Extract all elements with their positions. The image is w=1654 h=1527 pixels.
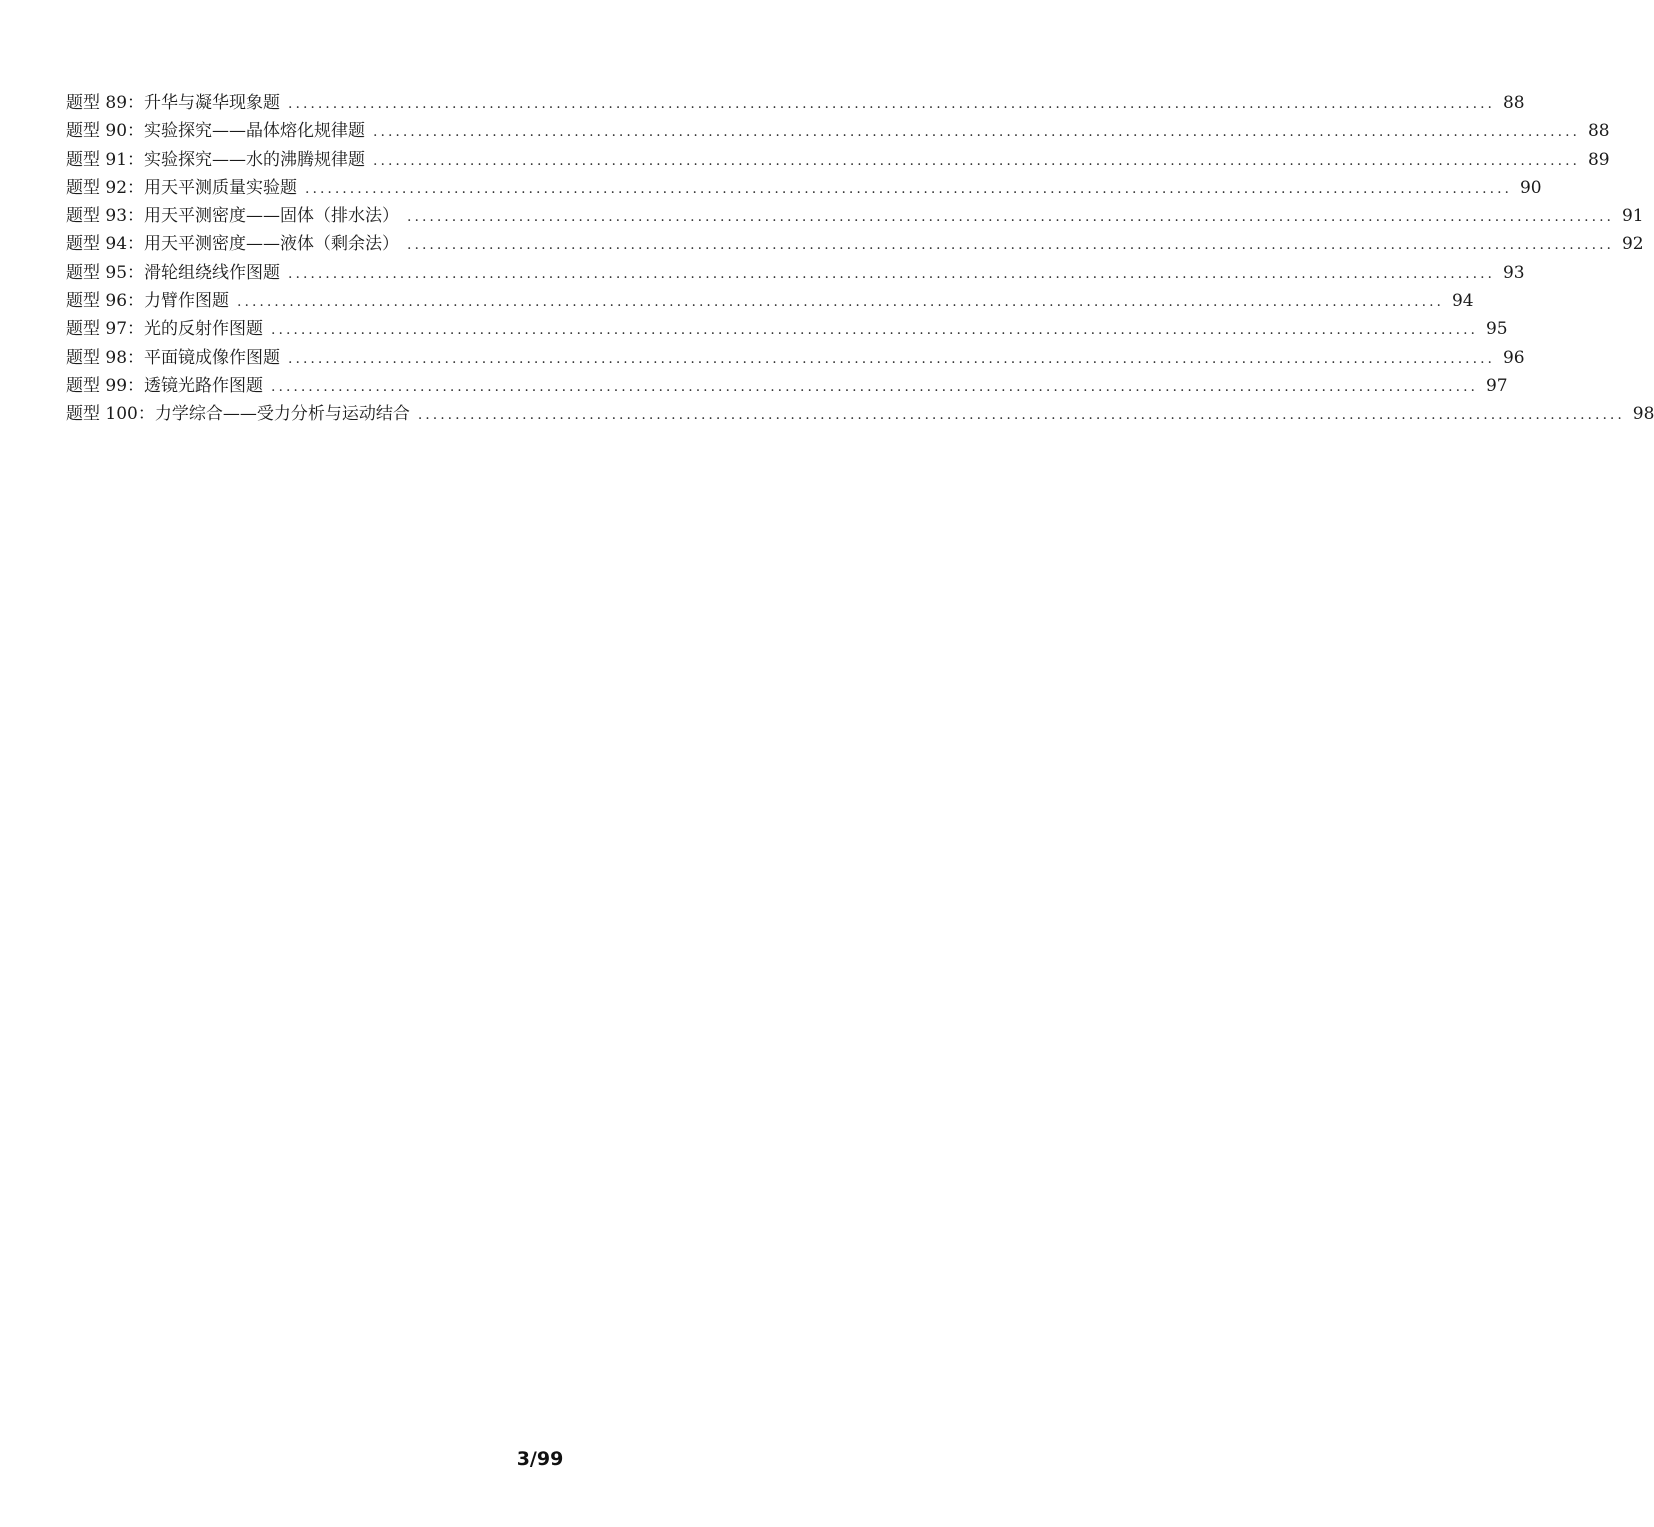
toc-entry-96[interactable] [66,287,1474,315]
toc-entry-97[interactable] [66,315,1508,343]
toc-entry-91[interactable] [66,146,1610,174]
toc-entry-title[interactable]: 题型 96：力臂作图题 [66,291,230,312]
toc-entry-title[interactable]: 题型 100：力学综合——受力分析与运动结合 [66,404,410,425]
toc-entry-98[interactable] [66,344,1525,372]
toc-entry-99[interactable] [66,372,1508,400]
toc-entry-100[interactable] [66,400,1654,428]
toc-entry-title[interactable]: 题型 95：滑轮组绕线作图题 [66,262,281,283]
toc-entry-title[interactable]: 题型 97：光的反射作图题 [66,319,264,340]
toc-dot-leader: .................................................................................................................................................................. [271,322,1478,339]
toc-dot-leader: .................................................................................................................................................................. [288,96,1495,112]
toc-dot-leader: .................................................................................................................................................................. [407,237,1614,254]
toc-entry-page[interactable]: 97 [1485,375,1508,396]
toc-entry-95[interactable] [66,259,1525,287]
toc-entry-page[interactable]: 90 [1519,177,1542,198]
toc-dot-leader: .................................................................................................................................................................. [373,124,1580,141]
toc-dot-leader: .................................................................................................................................................................. [417,407,1625,424]
page-number-footer: 3/99 [516,1448,564,1470]
toc-entry-page[interactable]: 93 [1502,262,1525,283]
toc-entry-90[interactable] [66,117,1610,145]
toc-dot-leader: .................................................................................................................................................................. [271,378,1478,395]
toc-entry-94[interactable] [66,230,1644,258]
toc-entry-page[interactable]: 91 [1621,206,1644,227]
toc-dot-leader: .................................................................................................................................................................. [288,350,1495,367]
toc-dot-leader: .................................................................................................................................................................. [407,209,1614,226]
toc-entry-89[interactable] [66,89,1525,117]
toc-entry-93[interactable] [66,202,1644,230]
toc-entry-title[interactable]: 题型 91：实验探究——水的沸腾规律题 [66,149,366,170]
toc-entry-title[interactable]: 题型 92：用天平测质量实验题 [66,177,298,198]
toc-entry-page[interactable]: 89 [1587,149,1610,170]
toc-entry-title[interactable]: 题型 89：升华与凝华现象题 [66,93,281,113]
toc-entry-page[interactable]: 88 [1502,93,1525,113]
toc-dot-leader: .................................................................................................................................................................. [373,152,1580,169]
toc-dot-leader: .................................................................................................................................................................. [288,265,1495,282]
toc-entry-title[interactable]: 题型 94：用天平测密度——液体（剩余法） [66,234,400,255]
toc-entry-92[interactable] [66,174,1542,202]
toc-entry-page[interactable]: 94 [1451,291,1474,312]
toc-entry-title[interactable]: 题型 98：平面镜成像作图题 [66,347,281,368]
toc-entry-title[interactable]: 题型 90：实验探究——晶体熔化规律题 [66,121,366,142]
toc-dot-leader: .................................................................................................................................................................. [237,294,1444,311]
table-of-contents [66,89,1654,429]
toc-entry-page[interactable]: 96 [1502,347,1525,368]
toc-entry-page[interactable]: 95 [1485,319,1508,340]
toc-entry-title[interactable]: 题型 99：透镜光路作图题 [66,375,264,396]
toc-entry-title[interactable]: 题型 93：用天平测密度——固体（排水法） [66,206,400,227]
toc-entry-page[interactable]: 98 [1632,404,1654,425]
toc-entry-page[interactable]: 92 [1621,234,1644,255]
toc-entry-page[interactable]: 88 [1587,121,1610,142]
toc-dot-leader: .................................................................................................................................................................. [305,180,1512,197]
